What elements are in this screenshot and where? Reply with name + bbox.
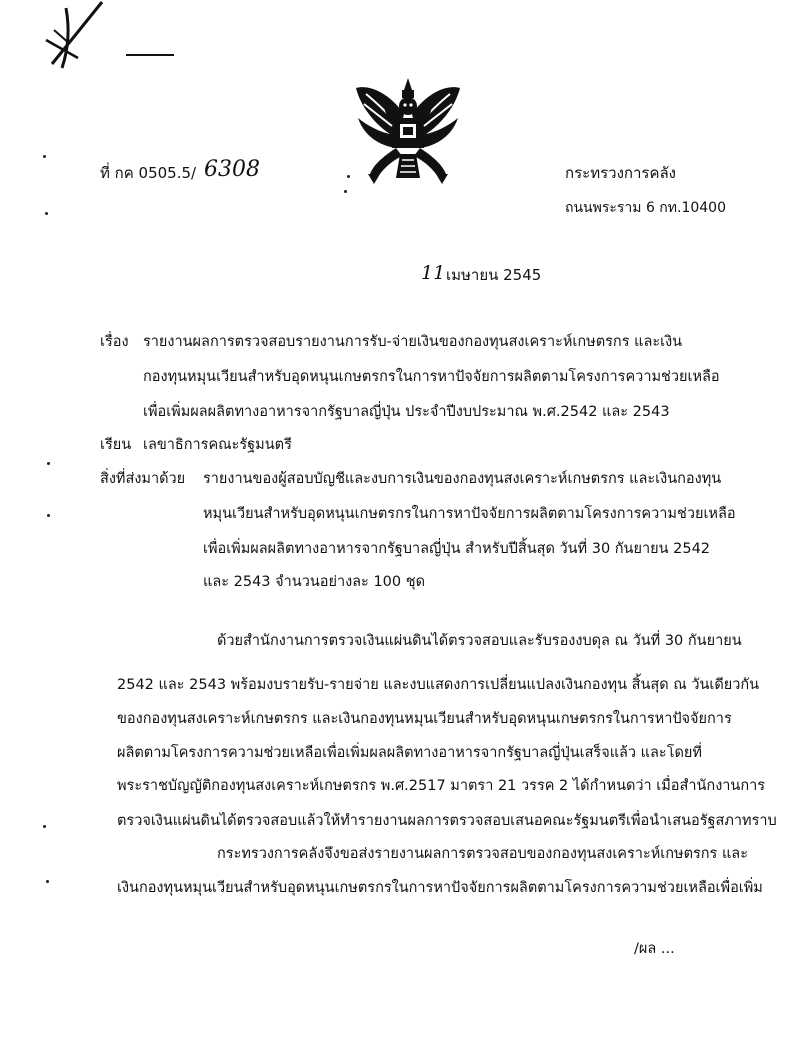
ministry-name: กระทรวงการคลัง	[565, 164, 676, 182]
body-line: ด้วยสำนักงานการตรวจเงินแผ่นดินได้ตรวจสอบและรับรองงบดุล ณ วันที่ 30 กันยายน	[217, 633, 742, 649]
body-line: ของกองทุนสงเคราะห์เกษตรกร และเงินกองทุนหมุนเวียนสำหรับอุดหนุนเกษตรกรในการหาปัจจัยการ	[117, 711, 732, 727]
reference-prefix: ที่ กค 0505.5/	[100, 164, 197, 182]
date-day: 11	[421, 262, 446, 284]
enclosure-line: หมุนเวียนสำหรับอุดหนุนเกษตรกรในการหาปัจจัยการผลิตตามโครงการความช่วยเหลือ	[203, 506, 736, 522]
ministry-address: ถนนพระราม 6 กท.10400	[565, 200, 726, 216]
scan-speck	[45, 212, 48, 215]
subject-line: กองทุนหมุนเวียนสำหรับอุดหนุนเกษตรกรในการหาปัจจัยการผลิตตามโครงการความช่วยเหลือ	[143, 369, 720, 385]
reference-number: 6308	[204, 157, 260, 182]
subject-label: เรื่อง	[100, 334, 129, 350]
handwritten-mark	[40, 0, 120, 75]
date-month-year: เมษายน 2545	[446, 266, 542, 284]
subject-line: เพื่อเพิ่มผลผลิตทางอาหารจากรัฐบาลญี่ปุ่น ประจำปีงบประมาณ พ.ศ.2542 และ 2543	[143, 404, 670, 420]
continuation-marker: /ผล ...	[634, 941, 675, 957]
enclosure-line: เพื่อเพิ่มผลผลิตทางอาหารจากรัฐบาลญี่ปุ่น สำหรับปีสิ้นสุด วันที่ 30 กันยายน 2542	[203, 541, 711, 557]
scan-speck	[47, 514, 50, 517]
scan-speck	[47, 462, 50, 465]
body-line: กระทรวงการคลังจึงขอส่งรายงานผลการตรวจสอบของกองทุนสงเคราะห์เกษตรกร และ	[217, 846, 748, 862]
enclosure-label: สิ่งที่ส่งมาด้วย	[100, 471, 186, 487]
body-line: ตรวจเงินแผ่นดินได้ตรวจสอบแล้วให้ทำรายงานผลการตรวจสอบเสนอคณะรัฐมนตรีเพื่อนำเสนอรัฐสภาทราบ	[117, 813, 777, 829]
enclosure-line: รายงานของผู้สอบบัญชีและงบการเงินของกองทุนสงเคราะห์เกษตรกร และเงินกองทุน	[203, 471, 722, 487]
scan-speck	[43, 155, 46, 158]
enclosure-line: และ 2543 จำนวนอย่างละ 100 ชุด	[203, 574, 425, 590]
scan-speck	[344, 190, 347, 193]
scan-speck	[43, 825, 46, 828]
scan-speck	[46, 880, 49, 883]
body-line: เงินกองทุนหมุนเวียนสำหรับอุดหนุนเกษตรกรในการหาปัจจัยการผลิตตามโครงการความช่วยเหลือเพื่อเพิ่ม	[117, 880, 763, 896]
body-line: 2542 และ 2543 พร้อมงบรายรับ-รายจ่าย และงบแสดงการเปลี่ยนแปลงเงินกองทุน สิ้นสุด ณ วันเดียวกัน	[117, 677, 760, 693]
subject-line: รายงานผลการตรวจสอบรายงานการรับ-จ่ายเงินของกองทุนสงเคราะห์เกษตรกร และเงิน	[143, 334, 683, 350]
body-line: ผลิตตามโครงการความช่วยเหลือเพื่อเพิ่มผลผลิตทางอาหารจากรัฐบาลญี่ปุ่นเสร็จแล้ว และโดยที่	[117, 745, 702, 761]
garuda-emblem	[350, 74, 466, 190]
body-line: พระราชบัญญัติกองทุนสงเคราะห์เกษตรกร พ.ศ.2517 มาตรา 21 วรรค 2 ได้กำหนดว่า เมื่อสำนักงานการ	[117, 778, 766, 794]
salutation-label: เรียน	[100, 437, 132, 453]
handwritten-dash	[126, 54, 174, 56]
scan-speck	[347, 175, 350, 178]
salutation-text: เลขาธิการคณะรัฐมนตรี	[143, 437, 292, 453]
